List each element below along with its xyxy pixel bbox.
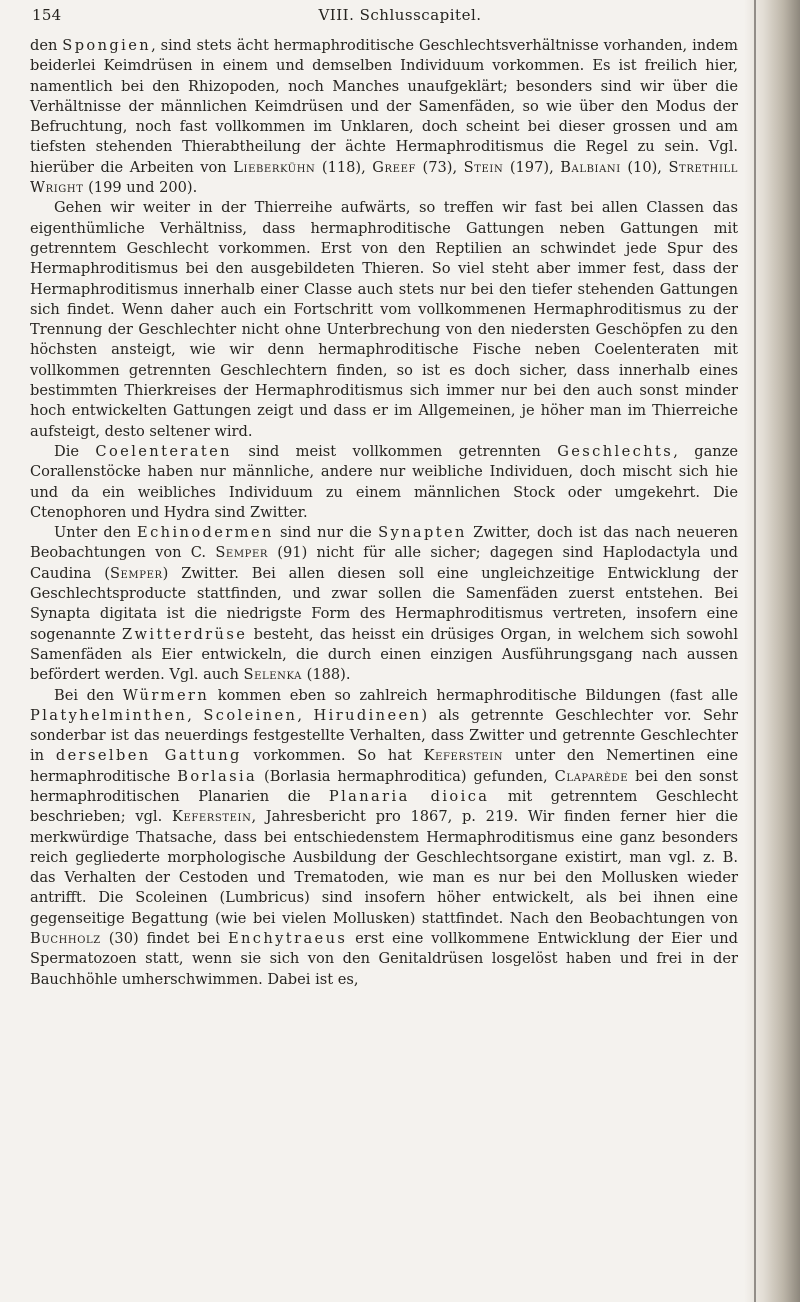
spaced-term: derselben Gattung (55, 747, 242, 765)
spaced-term: Spongien (62, 37, 152, 54)
spaced-term: Borlasia (177, 767, 258, 785)
body-text (30, 36, 738, 990)
text-run: besteht, das heisst ein drüsiges Organ, in welchem sich sowohl Samenfäden als Eier entwickeln, die durch einen einzigen Ausführungsgang nach aussen befördert werden. Vgl. auch (30, 625, 738, 684)
text-run: (73), (416, 158, 464, 176)
page-number: 154 (32, 6, 62, 24)
paragraph-wuermer (30, 686, 738, 990)
spaced-term: Hirudineen (313, 706, 422, 724)
page-binding-shadow-line (754, 0, 756, 1302)
text-run: Die (54, 442, 96, 460)
paragraph-coelenteraten (30, 442, 738, 523)
spaced-term: Geschlechts (557, 442, 674, 460)
text-run: sind nur die (273, 524, 379, 542)
text-run: (10), (620, 158, 669, 176)
text-run: den (30, 37, 63, 54)
text-run: Unter den (54, 524, 138, 542)
author-name: Semper (215, 544, 269, 562)
text-run: , Jahresbericht pro 1867, p. 219. Wir finden ferner hier die merkwürdige Thatsache, dass bei entschiedenstem Hermaphroditismus eine ganz besonders reich gegliederte morphologische Ausbildung der Geschlechtsorgane existirt, man vgl. z. B. das Verhalten der Cestoden und Trematoden, wie man es nur bei den Mollusken wieder antrifft. Die Scoleinen (Lumbricus) sind insofern höher entwickelt, als bei ihnen eine gegenseitige Begattung (wie bei vielen Mollusken) stattfindet. Nach den Beobachtungen von (30, 808, 738, 927)
author-name: Balbiani (560, 158, 621, 176)
paragraph-spongien (30, 36, 738, 198)
text-run: ) Zwitter. Bei allen diesen soll eine ungleichzeitige Entwicklung der Geschlechtsproducte stattfinden, und zwar sollen die Samenfäden zuerst entstehen. Bei Synapta digitata ist die niedrigste Form des Hermaphroditismus vertreten, insofern eine sogenannte (30, 564, 738, 643)
text-run: (118), (315, 158, 373, 176)
text-run: sind meist vollkommen getrennten (231, 442, 558, 460)
author-name: Keferstein (423, 747, 504, 765)
author-name: Lieberkühn (233, 158, 316, 176)
text-run: , (297, 706, 314, 724)
text-run: (197), (503, 158, 561, 176)
text-run: (30) findet bei (100, 930, 228, 948)
spaced-term: Zwitterdrüse (122, 625, 248, 643)
author-name: Stein (463, 158, 504, 176)
paragraph-echinodermen (30, 523, 738, 685)
author-name: Semper (109, 564, 163, 582)
spaced-term: Scoleinen (203, 706, 298, 724)
text-run: vorkommen. So hat (241, 747, 424, 765)
text-run: unter den Nemertinen eine hermaphroditische (30, 747, 739, 785)
text-run: , (187, 706, 204, 724)
text-run: Zwitter, doch ist das nach neueren Beobachtungen von C. (30, 524, 738, 562)
author-name: Claparède (554, 767, 629, 785)
spaced-term: Enchytraeus (227, 930, 348, 948)
paragraph-thierreihe (30, 198, 738, 442)
text-run: ) als getrennte Geschlechter vor. Sehr sonderbar ist das neuerdings festgestellte Verhalten, dass Zwitter und getrennte Geschlechter in (30, 706, 738, 765)
author-name: Strethill Wright (30, 158, 738, 197)
author-name: Buchholz (30, 930, 101, 948)
author-name: Greef (372, 158, 417, 176)
text-run: bei den sonst hermaphroditischen Planarien die (30, 767, 738, 805)
spaced-term: Planaria dioica (328, 787, 490, 805)
text-run: (Borlasia hermaphroditica) gefunden, (257, 767, 555, 785)
text-run: kommen eben so zahlreich hermaphroditische Bildungen (fast alle (209, 686, 738, 704)
text-run: Bei den (54, 686, 123, 704)
author-name: Keferstein (171, 808, 252, 826)
spaced-term: Platyhelminthen (30, 706, 188, 724)
running-head: VIII. Schlusscapitel. (318, 6, 482, 24)
text-run: (199 und 200). (83, 179, 198, 197)
author-name: Selenka (243, 666, 302, 684)
spaced-term: Würmern (122, 686, 210, 704)
spaced-term: Synapten (378, 524, 467, 542)
text-run: , sind stets ächt hermaphroditische Geschlechtsverhältnisse vorhanden, indem beiderlei Keimdrüsen in einem und demselben Individuum vorkommen. Es ist freilich hier, namentlich bei den Rhizopoden, noch Manches unaufgeklärt; besonders sind wir über die Verhältnisse der männlichen Keimdrüsen und der Samenfäden, so wie über den Modus der Befruchtung, noch fast vollkommen im Unklaren, doch scheint bei dieser grossen und am tiefsten stehenden Thierabtheilung der ächte Hermaphroditismus die Regel zu sein. Vgl. hierüber die Arbeiten von (30, 37, 738, 176)
text-run: Gehen wir weiter in der Thierreihe aufwärts, so treffen wir fast bei allen Classen das eigenthümliche Verhältniss, dass hermaphroditische Gattungen neben Gattungen mit getrenntem Geschlecht vorkommen. Erst von den Reptilien an schwindet jede Spur des Hermaphroditismus bei den ausgebildeten Thieren. So viel steht aber immer fest, dass der Hermaphroditismus innerhalb einer Classe auch stets nur bei den tiefer stehenden Gattungen sich findet. Wenn daher auch ein Fortschritt vom vollkommenen Hermaphroditismus zu der Trennung der Geschlechter nicht ohne Unterbrechung von den niedersten Geschöpfen zu den höchsten ansteigt, wie wir denn hermaphroditische Fische neben Coelenteraten mit vollkommen getrennten Geschlechtern finden, so ist es doch sicher, dass innerhalb eines bestimmten Thierkreises der Hermaphroditismus sich immer nur bei den auch sonst minder hoch entwickelten Gattungen zeigt und dass er im Allgemeinen, je höher man im Thierreiche aufsteigt, desto seltener wird. (30, 199, 738, 440)
spaced-term: Echinodermen (137, 524, 274, 542)
text-run: erst eine vollkommene Entwicklung der Eier und Spermatozoen statt, wenn sie sich von den Genitaldrüsen losgelöst haben und frei in der Bauchhöhle umherschwimmen. Dabei ist es, (30, 930, 738, 988)
text-run: (91) nicht für alle sicher; dagegen sind Haplodactyla und Caudina ( (30, 544, 738, 582)
spaced-term: Coelenteraten (95, 442, 232, 460)
text-run: mit getrenntem Geschlecht beschrieben; vgl. (30, 787, 738, 826)
page-binding-edge (744, 0, 800, 1302)
text-run: , ganze Corallenstöcke haben nur männliche, andere nur weibliche Individuen, doch mischt sich hie und da ein weibliches Individuum zu einem männlichen Stock oder umgekehrt. Die Ctenophoren und Hydra sind Zwitter. (30, 442, 739, 521)
text-run: (188). (301, 666, 351, 684)
